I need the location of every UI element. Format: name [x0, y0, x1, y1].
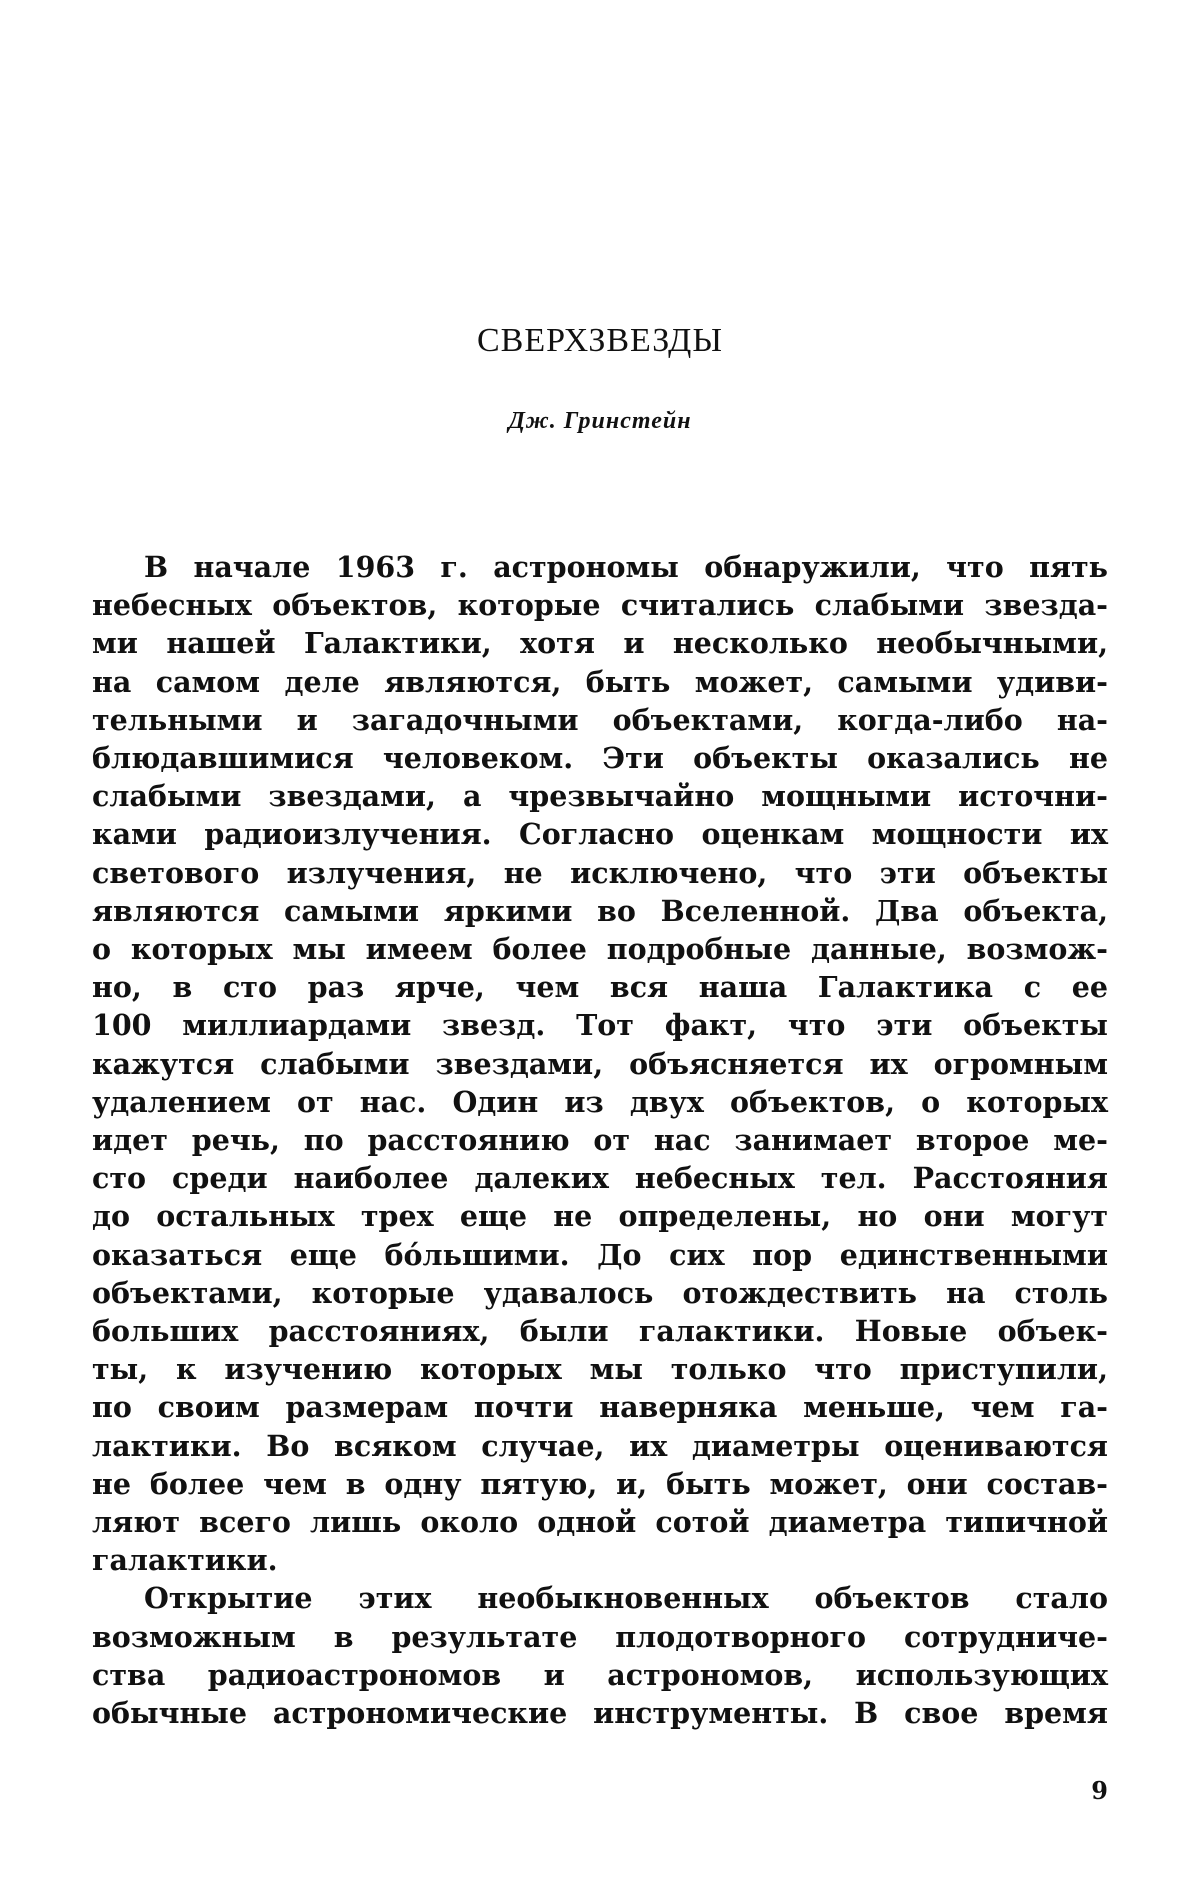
text-line: ства радиоастрономов и астрономов, использующих	[92, 1657, 1108, 1692]
text-line: обычные астрономические инструменты. В свое время	[92, 1696, 1108, 1731]
text-line: по своим размерам почти наверняка меньше, чем га-	[92, 1390, 1108, 1425]
text-line: тельными и загадочными объектами, когда-либо на-	[92, 702, 1108, 737]
page-number: 9	[1091, 1776, 1108, 1805]
text-line: идет речь, по расстоянию от нас занимает второе ме-	[92, 1123, 1108, 1158]
text-line: лактики. Во всяком случае, их диаметры оцениваются	[92, 1428, 1108, 1463]
text-line: галактики.	[92, 1543, 278, 1578]
text-line: ми нашей Галактики, хотя и несколько необычными,	[92, 626, 1108, 661]
text-line: слабыми звездами, а чрезвычайно мощными источни-	[92, 779, 1108, 814]
paragraph	[92, 1579, 1108, 1732]
body-text	[92, 548, 1108, 1732]
text-line: ками радиоизлучения. Согласно оценкам мощности их	[92, 817, 1108, 852]
text-line: 100 миллиардами звезд. Тот факт, что эти объекты	[92, 1008, 1108, 1043]
text-line: сто среди наиболее далеких небесных тел. Расстояния	[92, 1161, 1108, 1196]
text-line: светового излучения, не исключено, что эти объекты	[92, 855, 1108, 890]
text-line: объектами, которые удавалось отождествить на столь	[92, 1275, 1108, 1310]
text-line: Открытие этих необыкновенных объектов стало	[144, 1581, 1108, 1616]
text-line: В начале 1963 г. астрономы обнаружили, что пять	[144, 550, 1108, 584]
text-line: ты, к изучению которых мы только что приступили,	[92, 1352, 1108, 1387]
text-line: являются самыми яркими во Вселенной. Два объекта,	[92, 893, 1108, 928]
text-line: удалением от нас. Один из двух объектов, о которых	[92, 1084, 1108, 1119]
text-line: ляют всего лишь около одной сотой диаметра типичной	[92, 1505, 1108, 1540]
text-line: но, в сто раз ярче, чем вся наша Галактика с ее	[92, 970, 1108, 1005]
author-name: Дж. Гринстейн	[508, 408, 692, 434]
text-line: кажутся слабыми звездами, объясняется их огромным	[92, 1046, 1108, 1081]
text-line: на самом деле являются, быть может, самыми удиви-	[92, 664, 1108, 699]
text-line: больших расстояниях, были галактики. Новые объек-	[92, 1314, 1108, 1349]
text-line: о которых мы имеем более подробные данные, возмож-	[92, 932, 1108, 967]
text-line: не более чем в одну пятую, и, быть может, они состав-	[92, 1466, 1108, 1501]
text-line: небесных объектов, которые считались слабыми звезда-	[92, 588, 1108, 623]
chapter-title: СВЕРХЗВЕЗДЫ	[476, 322, 724, 359]
text-line: блюдавшимися человеком. Эти объекты оказались не	[92, 741, 1108, 776]
text-line: до остальных трех еще не определены, но они могут	[92, 1199, 1108, 1234]
paragraph	[92, 548, 1108, 1579]
text-line: оказаться еще бóльшими. До сих пор единственными	[92, 1237, 1108, 1272]
text-line: возможным в результате плодотворного сотрудниче-	[92, 1619, 1108, 1654]
